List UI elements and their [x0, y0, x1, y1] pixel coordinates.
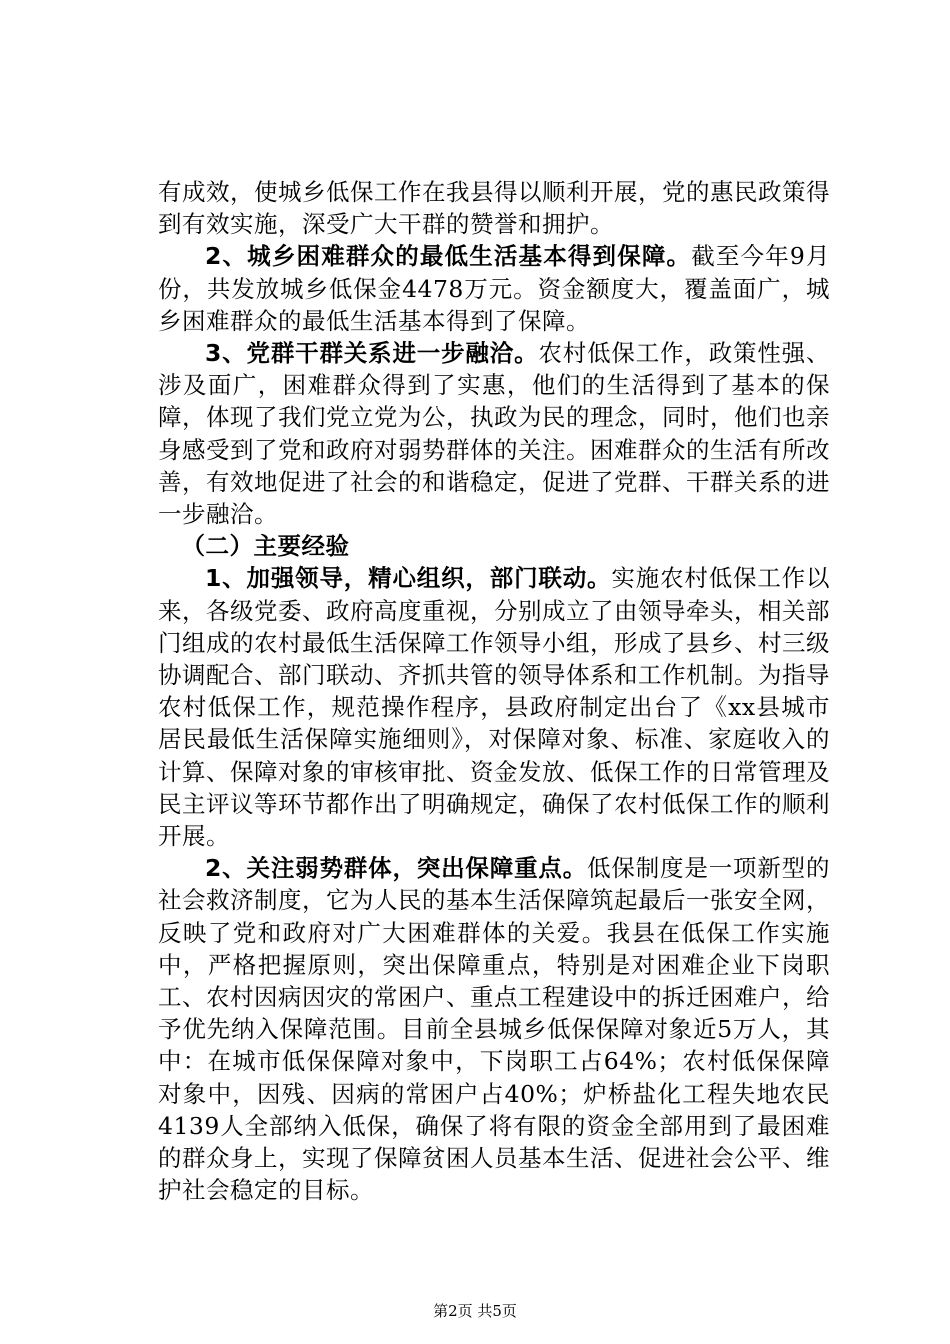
page-number-footer: 第2页 共5页 [433, 1302, 517, 1320]
paragraph-continuation [158, 176, 830, 240]
paragraph-text: 农村低保工作，政策性强、涉及面广，困难群众得到了实惠，他们的生活得到了基本的保障，体现了我们党立党为公，执政为民的理念，同时，他们也亲身感受到了党和政府对弱势群体的关注。困难群众的生活有所改善，有效地促进了社会的和谐稳定，促进了党群、干群关系的进一步融洽。 [158, 339, 831, 529]
paragraph-text: 低保制度是一项新型的社会救济制度，它为人民的基本生活保障筑起最后一张安全网，反映了党和政府对广大困难群体的关爱。我县在低保工作实施中，严格把握原则，突出保障重点，特别是对困难企业下岗职工、农村因病因灾的常困户、重点工程建设中的拆迁困难户，给予优先纳入保障范围。目前全县城乡低保保障对象近5万人，其中：在城市低保保障对象中，下岗职工占64%；农村低保保障对象中，因残、因病的常困户占40%；炉桥盐化工程失地农民4139人全部纳入低保，确保了将有限的资金全部用到了最困难的群众身上，实现了保障贫困人员基本生活、促进社会公平、维护社会稳定的目标。 [158, 854, 830, 1205]
paragraph-lead: 2、城乡困难群众的最低生活基本得到保障。 [205, 242, 692, 271]
paragraph-experience-1 [158, 562, 830, 852]
paragraph-text: 实施农村低保工作以来，各级党委、政府高度重视，分别成立了由领导牵头，相关部门组成的农村最低生活保障工作领导小组，形成了县乡、村三级协调配合、部门联动、齐抓共管的领导体系和工作机制。为指导农村低保工作，规范操作程序，县政府制定出台了《xx县城市居民最低生活保障实施细则》，对保障对象、标准、家庭收入的计算、保障对象的审核审批、资金发放、低保工作的日常管理及民主评议等环节都作出了明确规定，确保了农村低保工作的顺利开展。 [158, 564, 830, 851]
paragraph-lead: 1、加强领导，精心组织，部门联动。 [205, 564, 612, 593]
paragraph-lead: 2、关注弱势群体，突出保障重点。 [205, 854, 588, 883]
section-heading: （二）主要经验 [181, 532, 350, 561]
paragraph-lead: 3、党群干群关系进一步融洽。 [205, 339, 539, 368]
document-body [158, 176, 830, 1207]
paragraph-text: 有成效，使城乡低保工作在我县得以顺利开展，党的惠民政策得到有效实施，深受广大干群的赞誉和拥护。 [158, 178, 830, 239]
paragraph-result-3 [158, 337, 830, 530]
paragraph-experience-2 [158, 852, 830, 1206]
paragraph-text: 截至今年9月份，共发放城乡低保金4478万元。资金额度大，覆盖面广，城乡困难群众的最低生活基本得到了保障。 [158, 242, 830, 335]
paragraph-result-2 [158, 240, 830, 337]
